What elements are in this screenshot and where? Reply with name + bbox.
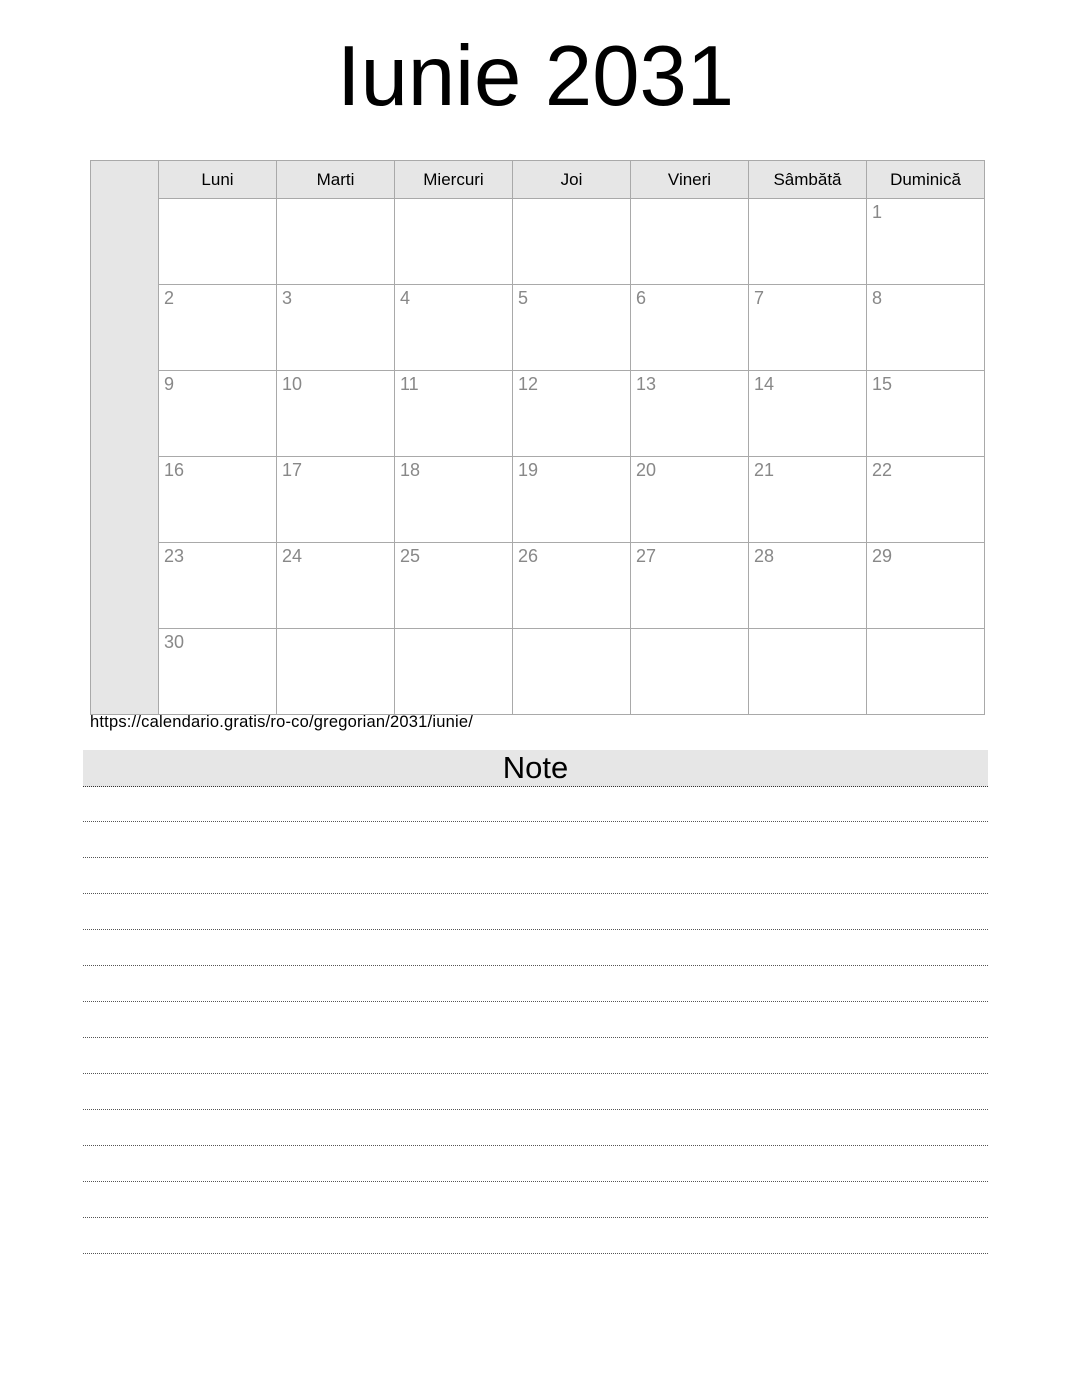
day-cell xyxy=(277,629,395,715)
day-cell-23 xyxy=(159,543,277,629)
day-number: 19 xyxy=(518,460,539,480)
day-number: 8 xyxy=(872,288,883,308)
day-cell-29 xyxy=(867,543,985,629)
calendar-week-row xyxy=(91,285,985,371)
day-number: 25 xyxy=(400,546,421,566)
calendar-week-row xyxy=(91,457,985,543)
day-number: 14 xyxy=(754,374,775,394)
calendar-week-row xyxy=(91,371,985,457)
day-number: 20 xyxy=(636,460,657,480)
day-cell-8 xyxy=(867,285,985,371)
day-cell xyxy=(749,629,867,715)
calendar-week-row xyxy=(91,199,985,285)
calendar-header-row xyxy=(91,161,985,199)
note-line xyxy=(83,857,988,858)
day-number: 5 xyxy=(518,288,529,308)
day-number xyxy=(277,629,394,632)
note-line xyxy=(83,893,988,894)
note-line xyxy=(83,1109,988,1110)
calendar-table xyxy=(90,160,985,715)
day-number: 4 xyxy=(400,288,411,308)
calendar-gutter xyxy=(91,161,159,715)
day-cell-14 xyxy=(749,371,867,457)
day-cell-28 xyxy=(749,543,867,629)
day-number: 7 xyxy=(754,288,765,308)
notes-title: Note xyxy=(502,750,569,785)
day-number: 11 xyxy=(400,374,419,394)
day-cell xyxy=(395,629,513,715)
day-number: 12 xyxy=(518,374,539,394)
day-cell-26 xyxy=(513,543,631,629)
day-cell-7 xyxy=(749,285,867,371)
day-cell-16 xyxy=(159,457,277,543)
day-cell-11 xyxy=(395,371,513,457)
weekday-header-duminica: Duminică xyxy=(867,161,985,199)
day-number: 2 xyxy=(164,288,175,308)
day-cell-9 xyxy=(159,371,277,457)
day-number: 30 xyxy=(164,632,185,652)
note-line xyxy=(83,1073,988,1074)
day-number: 27 xyxy=(636,546,657,566)
day-cell-12 xyxy=(513,371,631,457)
day-cell-15 xyxy=(867,371,985,457)
day-number: 26 xyxy=(518,546,539,566)
day-cell xyxy=(395,199,513,285)
day-cell-5 xyxy=(513,285,631,371)
day-cell-20 xyxy=(631,457,749,543)
day-number: 3 xyxy=(282,288,293,308)
day-number: 17 xyxy=(282,460,303,480)
day-number: 22 xyxy=(872,460,893,480)
day-cell-27 xyxy=(631,543,749,629)
day-number: 21 xyxy=(754,460,775,480)
calendar-week-row xyxy=(91,543,985,629)
note-line xyxy=(83,1145,988,1146)
note-line xyxy=(83,1217,988,1218)
day-number: 16 xyxy=(164,460,185,480)
day-cell-22 xyxy=(867,457,985,543)
note-line xyxy=(83,965,988,966)
note-line xyxy=(83,1001,988,1002)
day-cell-1 xyxy=(867,199,985,285)
day-cell-30 xyxy=(159,629,277,715)
weekday-header-joi: Joi xyxy=(513,161,631,199)
day-cell-13 xyxy=(631,371,749,457)
day-cell-19 xyxy=(513,457,631,543)
day-cell-17 xyxy=(277,457,395,543)
weekday-header-miercuri: Miercuri xyxy=(395,161,513,199)
day-number: 24 xyxy=(282,546,303,566)
day-cell xyxy=(749,199,867,285)
weekday-header-luni: Luni xyxy=(159,161,277,199)
day-number xyxy=(513,629,630,632)
day-number xyxy=(277,199,394,202)
day-number xyxy=(395,199,512,202)
day-cell-24 xyxy=(277,543,395,629)
day-cell-2 xyxy=(159,285,277,371)
day-cell-25 xyxy=(395,543,513,629)
day-number: 29 xyxy=(872,546,893,566)
note-line xyxy=(83,1253,988,1254)
day-cell xyxy=(867,629,985,715)
note-line xyxy=(83,1181,988,1182)
day-number: 28 xyxy=(754,546,775,566)
day-cell xyxy=(631,199,749,285)
day-cell xyxy=(513,199,631,285)
note-line xyxy=(83,1037,988,1038)
day-number: 1 xyxy=(872,202,883,222)
day-number xyxy=(749,629,866,632)
day-number xyxy=(513,199,630,202)
day-number: 23 xyxy=(164,546,185,566)
day-cell-6 xyxy=(631,285,749,371)
note-line xyxy=(83,821,988,822)
day-cell-18 xyxy=(395,457,513,543)
page-title: Iunie 2031 xyxy=(336,29,735,124)
day-cell xyxy=(513,629,631,715)
day-cell xyxy=(277,199,395,285)
source-url-text: https://calendario.gratis/ro-co/gregorian/2031/iunie/ xyxy=(90,713,473,731)
day-number: 10 xyxy=(282,374,303,394)
day-cell-10 xyxy=(277,371,395,457)
day-cell xyxy=(631,629,749,715)
weekday-header-marti: Marti xyxy=(277,161,395,199)
day-number xyxy=(867,629,984,632)
day-number xyxy=(395,629,512,632)
weekday-header-sambata: Sâmbătă xyxy=(749,161,867,199)
day-number: 18 xyxy=(400,460,421,480)
notes-section xyxy=(83,750,988,1270)
day-cell-21 xyxy=(749,457,867,543)
day-number: 15 xyxy=(872,374,893,394)
day-number xyxy=(159,199,276,202)
day-number: 9 xyxy=(164,374,175,394)
weekday-header-vineri: Vineri xyxy=(631,161,749,199)
day-number xyxy=(631,199,748,202)
day-number xyxy=(631,629,748,632)
day-cell xyxy=(159,199,277,285)
calendar-week-row xyxy=(91,629,985,715)
day-number: 13 xyxy=(636,374,657,394)
day-number xyxy=(749,199,866,202)
day-number: 6 xyxy=(636,288,647,308)
day-cell-3 xyxy=(277,285,395,371)
notes-header-band xyxy=(83,750,988,787)
day-cell-4 xyxy=(395,285,513,371)
note-line xyxy=(83,929,988,930)
